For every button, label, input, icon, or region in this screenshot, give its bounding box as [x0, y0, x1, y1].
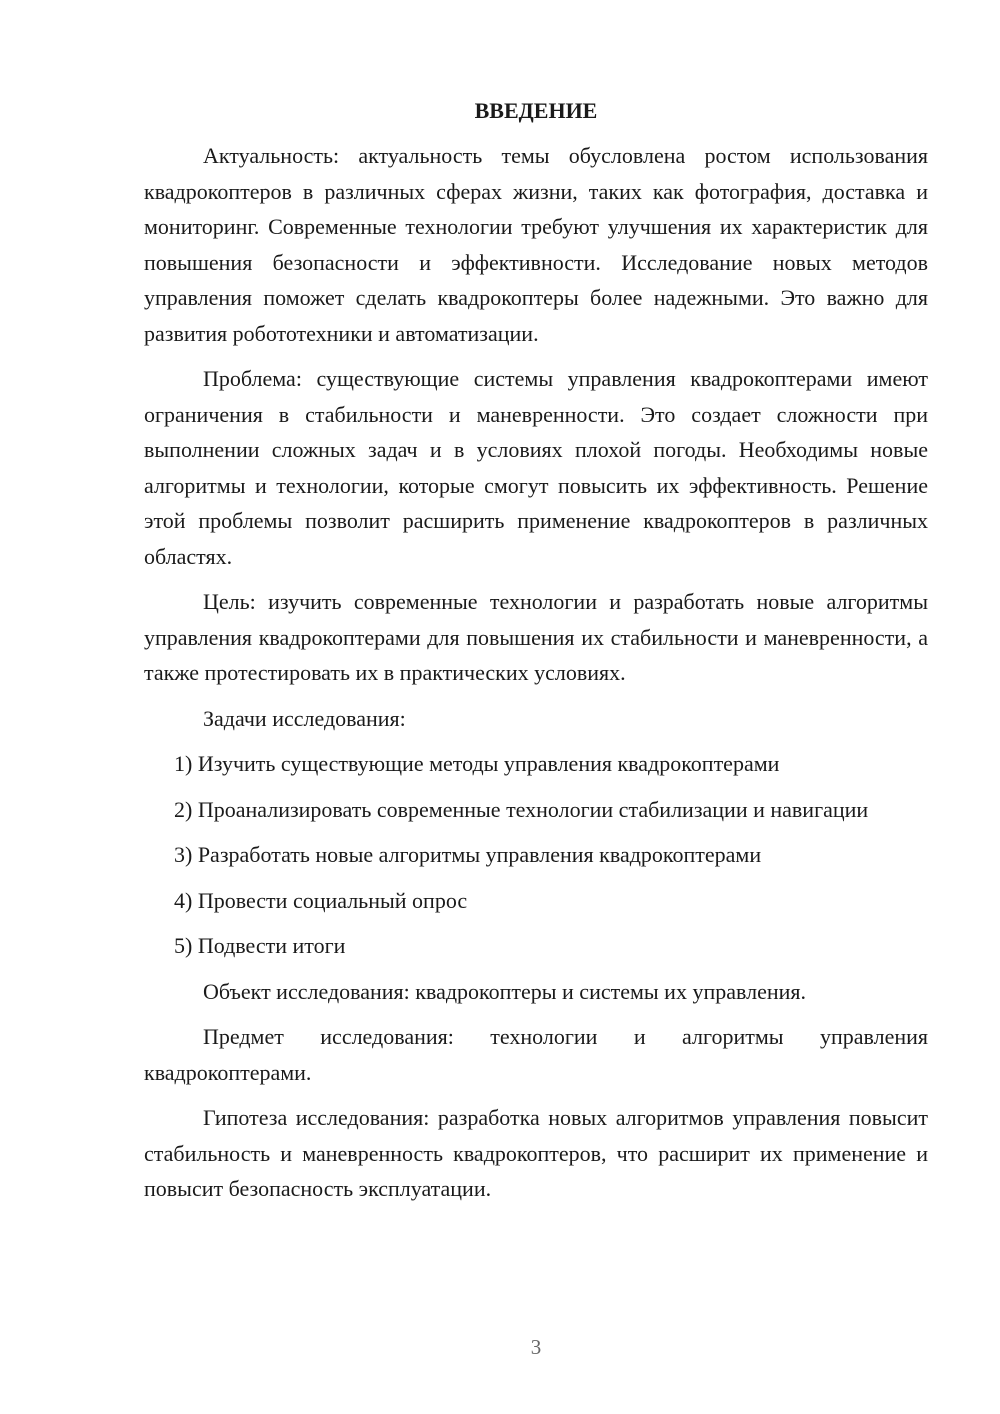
goal-paragraph: Цель: изучить современные технологии и разработать новые алгоритмы управления квадрокоптерами для повышения их стабильности и маневренности, а также протестировать их в практических условиях.	[144, 589, 928, 685]
task-item-5: 5) Подвести итоги	[174, 933, 346, 958]
subject-paragraph: Предмет исследования: технологии и алгоритмы управления квадрокоптерами.	[144, 1024, 928, 1085]
page-title: ВВЕДЕНИЕ	[474, 98, 598, 123]
object-paragraph: Объект исследования: квадрокоптеры и системы их управления.	[203, 978, 807, 1004]
page-number: 3	[530, 1335, 542, 1359]
page-body	[144, 96, 928, 1217]
task-item-2: 2) Проанализировать современные технологии стабилизации и навигации	[174, 796, 869, 822]
tasks-heading: Задачи исследования:	[203, 705, 406, 731]
hypothesis-paragraph: Гипотеза исследования: разработка новых алгоритмов управления повысит стабильность и маневренность квадрокоптеров, что расширит их применение и повысит безопасность эксплуатации.	[144, 1105, 928, 1201]
relevance-paragraph: Актуальность: актуальность темы обусловлена ростом использования квадрокоптеров в различных сферах жизни, таких как фотография, доставка и мониторинг. Современные технологии требуют улучшения их характеристик для повышения безопасности и эффективности. Исследование новых методов управления поможет сделать квадрокоптеры более надежными. Это важно для развития робототехники и автоматизации.	[144, 143, 928, 346]
problem-paragraph: Проблема: существующие системы управления квадрокоптерами имеют ограничения в стабильности и маневренности. Это создает сложности при выполнении сложных задач и в условиях плохой погоды. Необходимы новые алгоритмы и технологии, которые смогут повысить их эффективность. Решение этой проблемы позволит расширить применение квадрокоптеров в различных областях.	[144, 366, 928, 569]
task-item-3: 3) Разработать новые алгоритмы управления квадрокоптерами	[174, 842, 762, 867]
task-item-1: 1) Изучить существующие методы управления квадрокоптерами	[174, 751, 780, 776]
task-item-4: 4) Провести социальный опрос	[174, 887, 468, 913]
